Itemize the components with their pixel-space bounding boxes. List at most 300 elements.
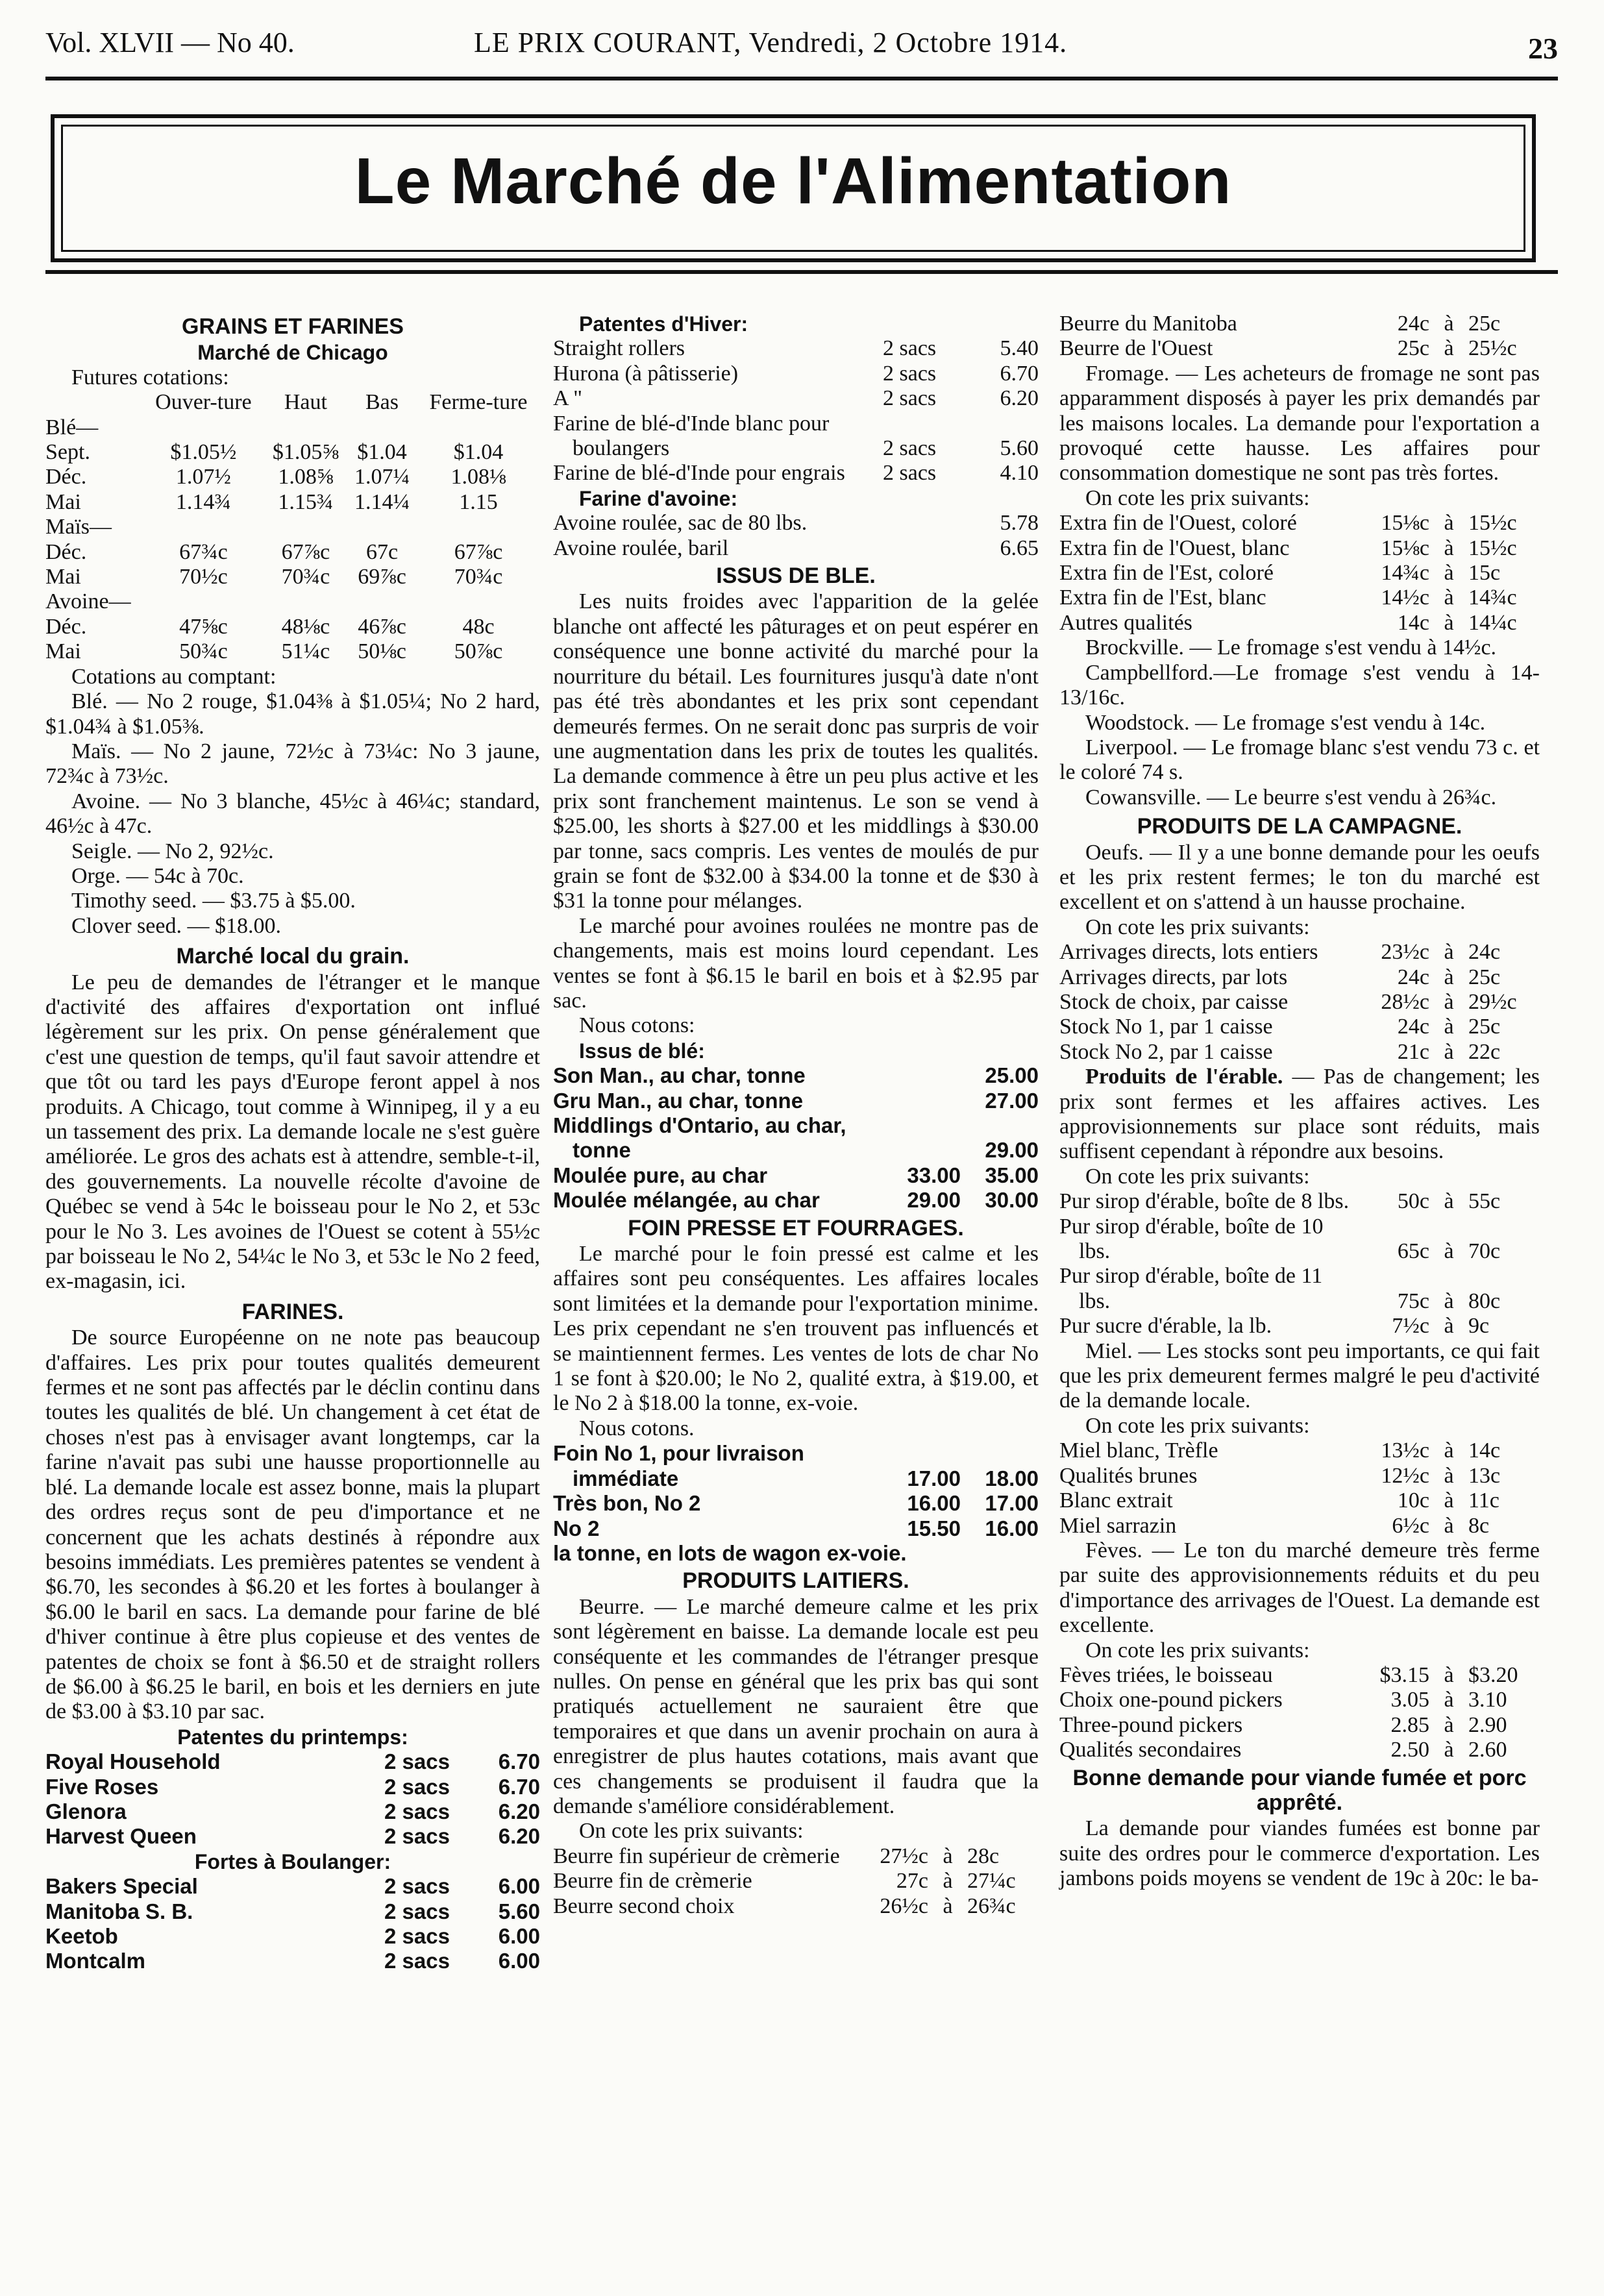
- beurre-price-list-cont: [1059, 312, 1540, 362]
- price-low: 7½c: [1392, 1314, 1429, 1339]
- price-sep: à: [1444, 1015, 1454, 1039]
- issus-heading: ISSUS DE BLE.: [716, 563, 876, 589]
- price-sep: à: [1444, 610, 1454, 635]
- nous-cotons-label-2: Nous cotons.: [579, 1416, 695, 1440]
- futures-fermeture: $1.04: [453, 440, 504, 465]
- price-row: [1059, 1314, 1540, 1339]
- price-row: [1059, 1464, 1540, 1488]
- price-label: Middlings d'Ontario, au char, tonne: [553, 1113, 846, 1163]
- feves-paragraph: Fèves. — Le ton du marché demeure très ferme par suite des approvisionnements réduits et du peu d'importance des arrivages de l'Ouest. La demande est excellente.: [1059, 1538, 1540, 1638]
- flour-price: 6.00: [498, 1874, 540, 1899]
- price-high: 70c: [1468, 1239, 1501, 1264]
- flour-name: Royal Household: [45, 1749, 221, 1774]
- price-label: Qualités secondaires: [1059, 1738, 1242, 1762]
- fromage-paragraph: Fromage. — Les acheteurs de fromage ne sont pas apparamment disposés à payer les prix demandés par les maisons locales. La demande pour l'exportation a provoqué cette hausse. Les affaires pour consommation domestique ne sont pas très fortes.: [1059, 361, 1540, 486]
- price-label: Pur sucre d'érable, la lb.: [1059, 1314, 1272, 1339]
- boulanger-heading: Fortes à Boulanger:: [194, 1849, 391, 1873]
- publication-line: LE PRIX COURANT, Vendredi, 2 Octobre 1914.: [474, 27, 1068, 58]
- market-note: Liverpool. — Le fromage blanc s'est vendu 73 c. et le coloré 74 s.: [1059, 735, 1540, 785]
- foin-heading: FOIN PRESSE ET FOURRAGES.: [628, 1215, 964, 1241]
- price-row: [1059, 312, 1540, 336]
- foin-paragraph: Le marché pour le foin pressé est calme et les affaires sont peu conséquentes. Les affaires locales sont limitées et la demande pour l'exportation minime. Les prix cependant ne s'en trouvent pas influencés et se maintiennent fermes. Les ventes de lots de char No 1 se font à $20.00; le No 2, qualité extra, à $19.00, et le No 2 à $18.00 la tonne, ex-voie.: [553, 1242, 1039, 1416]
- price-high: 15½c: [1468, 511, 1517, 536]
- suivants-label: On cote les prix suivants:: [1085, 486, 1310, 510]
- price-label: Three-pound pickers: [1059, 1712, 1243, 1737]
- price-low: 15⅛c: [1381, 511, 1429, 536]
- flour-price: 6.70: [498, 1749, 540, 1774]
- price-row: [1059, 990, 1540, 1015]
- page-number: 23: [1528, 32, 1558, 65]
- futures-haut: 67⅞c: [281, 539, 330, 564]
- futures-header: Ferme-ture: [429, 390, 528, 415]
- price-high: 26¾c: [967, 1894, 1016, 1918]
- price-high: 25c: [1468, 1015, 1501, 1039]
- price-row: [1059, 1015, 1540, 1039]
- price-sep: à: [1444, 1488, 1454, 1513]
- hiver-list: [553, 336, 1039, 486]
- price-high: 22c: [1468, 1039, 1501, 1064]
- avoine-list: [553, 511, 1039, 561]
- price-row: [553, 1441, 1039, 1491]
- flour-price: 6.70: [498, 1774, 540, 1799]
- price-low: 14¾c: [1381, 561, 1429, 586]
- comptant-line: Orge. — 54c à 70c.: [71, 863, 244, 888]
- flour-row: [45, 1749, 540, 1774]
- farines-paragraph: De source Européenne on ne note pas beaucoup d'affaires. Les prix pour toutes qualités demeurent fermes et ne sont pas affectés par le déclin continu dans toutes les qualités de blé. Un changement à cet état de choses n'est pas à envisager avant longtemps, car la farine n'avait pas subi une hausse proportionnelle au blé. La demande locale est assez bonne, mais la plupart des ordres reçus sont de peu d'importance et ne concernent que les achats destinés à répondre aux besoins immédiats. Les premières patentes se vendent à $6.70, les secondes à $6.20 et les fortes à boulanger à $6.00 le baril en sacs. La demande pour farine de blé d'hiver continue à être plus copieuse et des ventes de patentes de choix se font à $6.50 et de straight rollers de $6.00 à $6.25 le baril, en bois et les derniers en jute de $3.00 à $3.10 par sac.: [45, 1326, 540, 1724]
- price-row: [553, 1516, 1039, 1541]
- issus-paragraph-2: Le marché pour avoines roulées ne montre pas de changements, mais est moins lourd cependant. Les ventes se font à $6.15 le baril en bois et à $2.95 par sac.: [553, 913, 1039, 1013]
- price-label: No 2: [553, 1516, 600, 1540]
- viande-heading: Bonne demande pour viande fumée et porc apprêté.: [1072, 1765, 1527, 1815]
- futures-bas: 46⅞c: [358, 614, 406, 639]
- futures-month: Mai: [45, 639, 81, 664]
- price-low: $3.15: [1379, 1662, 1429, 1687]
- futures-ouverture: 50¾c: [179, 639, 228, 664]
- price-low: 28½c: [1381, 989, 1429, 1014]
- flour-qty: 2 sacs: [384, 1749, 450, 1774]
- miel-paragraph: Miel. — Les stocks sont peu importants, ce qui fait que les prix demeurent fermes malgré le peu d'activité de la demande locale.: [1059, 1339, 1540, 1413]
- nous-cotons-label: Nous cotons:: [579, 1013, 695, 1038]
- price-label: Pur sirop d'érable, boîte de 11 lbs.: [1059, 1264, 1323, 1313]
- price-low: 10c: [1397, 1488, 1429, 1513]
- price-low: 12½c: [1381, 1463, 1429, 1488]
- futures-row: [45, 490, 540, 515]
- hiver-name: Farine de blé-d'Inde pour engrais: [553, 461, 845, 486]
- flour-row: [45, 1899, 540, 1924]
- price-row: [553, 1163, 1039, 1188]
- hiver-price: 4.10: [1000, 461, 1039, 486]
- comptant-label: Cotations au comptant:: [71, 664, 277, 689]
- price-high: 25½c: [1468, 336, 1517, 361]
- flour-price: 5.60: [498, 1899, 540, 1923]
- price-label: Blanc extrait: [1059, 1488, 1173, 1513]
- flour-price: 6.00: [498, 1949, 540, 1973]
- price-high: 15½c: [1468, 536, 1517, 560]
- futures-fermeture: 1.15: [459, 489, 498, 514]
- price-sep: à: [1444, 336, 1454, 361]
- price-high: 30.00: [985, 1188, 1039, 1213]
- price-low: 24c: [1397, 965, 1429, 989]
- beurre-price-list: [553, 1844, 1039, 1919]
- price-label: Arrivages directs, lots entiers: [1059, 940, 1318, 965]
- farines-heading: FARINES.: [241, 1299, 344, 1324]
- price-high: 18.00: [985, 1466, 1039, 1490]
- price-row: [1059, 940, 1540, 965]
- price-label: Beurre de l'Ouest: [1059, 336, 1213, 361]
- price-high: 11c: [1468, 1488, 1499, 1513]
- price-row: [553, 1869, 1039, 1894]
- flour-qty: 2 sacs: [384, 1899, 450, 1923]
- futures-month: Mai: [45, 489, 81, 514]
- price-label: Foin No 1, pour livraison immédiate: [553, 1441, 804, 1490]
- price-sep: à: [1444, 1314, 1454, 1339]
- futures-fermeture: 48c: [462, 614, 495, 639]
- flour-name: Five Roses: [45, 1774, 159, 1799]
- price-high: 13c: [1468, 1463, 1501, 1488]
- market-note: Campbellford.—Le fromage s'est vendu à 14-13/16c.: [1059, 660, 1540, 710]
- flour-row: [45, 1949, 540, 1973]
- price-sep: à: [1444, 1738, 1454, 1762]
- price-label: Moulée pure, au char: [553, 1163, 768, 1187]
- futures-header: Haut: [284, 390, 327, 415]
- oeufs-price-list: [1059, 940, 1540, 1065]
- flour-row: [45, 1824, 540, 1849]
- price-high: 2.60: [1468, 1738, 1507, 1762]
- flour-name: Keetob: [45, 1924, 118, 1948]
- hiver-name: Straight rollers: [553, 336, 685, 361]
- price-high: 29½c: [1468, 989, 1517, 1014]
- boulanger-list: [45, 1874, 540, 1974]
- price-label: Extra fin de l'Ouest, blanc: [1059, 536, 1290, 560]
- price-label: Extra fin de l'Est, coloré: [1059, 561, 1274, 586]
- hiver-row: [553, 461, 1039, 486]
- price-row: [1059, 1264, 1540, 1314]
- volume-label: Vol. XLVII — No 40.: [45, 27, 295, 58]
- price-label: Beurre du Manitoba: [1059, 312, 1237, 336]
- futures-bas: 1.14¼: [354, 489, 410, 514]
- suivants-label: On cote les prix suivants:: [1085, 1413, 1310, 1438]
- price-sep: à: [1444, 1513, 1454, 1538]
- price-low: 14½c: [1381, 586, 1429, 610]
- issus-paragraph-1: Les nuits froides avec l'apparition de la gelée blanche ont affecté les pâturages et on peut espérer en conséquence une bonne activité du marché pour la nourriture du bétail. Les fournitures jusqu'à date n'ont pas été très abondantes et les prix sont cependant demeurés fermes. On ne serait donc pas surpris de voir une augmentation dans les prix de toutes les qualités. La demande commence à être un peu plus active et les prix sont franchement maintenus. Le son se vend à $25.00, les shorts à $27.00 et les middlings à $30.00 par tonne, sacs compris. Les ventes de moulés de pur grain se font de $32.00 à $34.00 la tonne et de $30 à $31 la tonne pour mélanges.: [553, 589, 1039, 913]
- price-high: 15c: [1468, 561, 1501, 586]
- price-label: Pur sirop d'érable, boîte de 10 lbs.: [1059, 1214, 1324, 1264]
- price-low: 33.00: [907, 1163, 961, 1187]
- banner-rule: [45, 270, 1558, 274]
- futures-row: [45, 639, 540, 664]
- flour-qty: 2 sacs: [384, 1874, 450, 1899]
- price-label: Stock de choix, par caisse: [1059, 989, 1289, 1014]
- price-row: [1059, 1438, 1540, 1463]
- price-high: 29.00: [985, 1138, 1039, 1163]
- futures-haut: 51¼c: [281, 639, 330, 664]
- price-row: [1059, 536, 1540, 561]
- local-notes: [1059, 636, 1540, 810]
- price-low: 50c: [1397, 1189, 1429, 1214]
- price-high: 55c: [1468, 1189, 1501, 1214]
- price-high: 24c: [1468, 940, 1501, 965]
- price-low: 16.00: [907, 1491, 961, 1516]
- futures-header: Bas: [365, 390, 399, 415]
- price-low: 75c: [1397, 1289, 1429, 1313]
- price-label: Autres qualités: [1059, 610, 1192, 635]
- price-high: 25.00: [985, 1063, 1039, 1088]
- flour-name: Glenora: [45, 1799, 127, 1823]
- flour-qty: 2 sacs: [384, 1824, 450, 1849]
- avoine-heading: Farine d'avoine:: [579, 486, 738, 510]
- flour-qty: 2 sacs: [384, 1949, 450, 1973]
- price-sep: à: [943, 1844, 953, 1868]
- price-label: Beurre fin supérieur de crèmerie: [553, 1844, 840, 1868]
- price-label: Qualités brunes: [1059, 1463, 1198, 1488]
- price-label: Stock No 1, par 1 caisse: [1059, 1015, 1273, 1039]
- flour-row: [45, 1799, 540, 1824]
- futures-header: Ouver-ture: [155, 390, 252, 415]
- hiver-qty: 2 sacs: [883, 361, 937, 386]
- banner-title: Le Marché de l'Alimentation: [354, 145, 1232, 217]
- futures-fermeture: 67⅞c: [454, 539, 503, 564]
- erable-paragraph: [1059, 1065, 1540, 1165]
- price-low: 2.50: [1390, 1738, 1429, 1762]
- flour-qty: 2 sacs: [384, 1924, 450, 1948]
- oeufs-paragraph: Oeufs. — Il y a une bonne demande pour les oeufs et les prix restent fermes; le ton du marché est excellent et on s'attend à un hausse prochaine.: [1059, 840, 1540, 915]
- price-sep: à: [1444, 1289, 1454, 1313]
- viande-paragraph: La demande pour viandes fumées est bonne par suite des ordres pour le commerce d'exportation. Les jambons poids moyens se vendent de 19c à 20c: le ba-: [1059, 1816, 1540, 1891]
- futures-month: Sept.: [45, 440, 90, 465]
- price-high: 27.00: [985, 1088, 1039, 1113]
- hiver-row: [553, 362, 1039, 386]
- comptant-line: Maïs. — No 2 jaune, 72½c à 73¼c: No 3 jaune, 72¾c à 73½c.: [45, 739, 540, 789]
- price-label: Extra fin de l'Est, blanc: [1059, 586, 1266, 610]
- price-low: 14c: [1397, 610, 1429, 635]
- price-low: 3.05: [1390, 1688, 1429, 1712]
- price-high: 14¾c: [1468, 586, 1517, 610]
- price-low: 13½c: [1381, 1438, 1429, 1463]
- hiver-qty: 2 sacs: [883, 461, 937, 486]
- futures-ouverture: 70½c: [179, 565, 228, 589]
- price-high: 2.90: [1468, 1712, 1507, 1737]
- miel-price-list: [1059, 1438, 1540, 1538]
- hiver-name: Farine de blé-d'Inde blanc pour boulangers: [553, 411, 830, 461]
- printemps-list: [45, 1749, 540, 1849]
- chicago-heading: Marché de Chicago: [197, 341, 388, 365]
- price-sep: à: [943, 1869, 953, 1894]
- price-row: [553, 1188, 1039, 1213]
- price-label: Son Man., au char, tonne: [553, 1063, 806, 1088]
- price-sep: à: [1444, 1712, 1454, 1737]
- price-row: [553, 1113, 1039, 1163]
- price-sep: à: [1444, 561, 1454, 586]
- hiver-row: [553, 336, 1039, 361]
- price-label: Très bon, No 2: [553, 1491, 701, 1516]
- avoine-name: Avoine roulée, sac de 80 lbs.: [553, 511, 808, 536]
- price-low: 24c: [1397, 1015, 1429, 1039]
- comptant-line: Seigle. — No 2, 92½c.: [71, 839, 274, 863]
- hiver-price: 5.40: [1000, 336, 1039, 361]
- price-label: Moulée mélangée, au char: [553, 1188, 820, 1213]
- flour-qty: 2 sacs: [384, 1774, 450, 1799]
- hiver-price: 6.20: [1000, 386, 1039, 411]
- price-label: Beurre fin de crèmerie: [553, 1869, 752, 1894]
- price-high: 16.00: [985, 1516, 1039, 1540]
- section-banner: [51, 114, 1536, 262]
- price-sep: à: [1444, 1039, 1454, 1064]
- futures-bas: 69⅞c: [358, 565, 406, 589]
- futures-haut: 70¾c: [281, 565, 330, 589]
- price-sep: à: [1444, 989, 1454, 1014]
- flour-name: Harvest Queen: [45, 1824, 197, 1849]
- hiver-name: Hurona (à pâtisserie): [553, 361, 739, 386]
- hiver-qty: 2 sacs: [883, 436, 937, 461]
- campagne-heading: PRODUITS DE LA CAMPAGNE.: [1137, 814, 1462, 839]
- price-label: Pur sirop d'érable, boîte de 8 lbs.: [1059, 1189, 1350, 1214]
- price-sep: à: [1444, 586, 1454, 610]
- comptant-list: [45, 689, 540, 939]
- flour-qty: 2 sacs: [384, 1799, 450, 1823]
- futures-bas: 67c: [365, 539, 399, 564]
- column-3: [1059, 312, 1540, 1892]
- feves-price-list: [1059, 1663, 1540, 1763]
- futures-ouverture: 1.14¾: [175, 489, 231, 514]
- column-1: [45, 312, 540, 1974]
- price-high: 35.00: [985, 1163, 1039, 1187]
- foin-note: la tonne, en lots de wagon ex-voie.: [553, 1540, 907, 1565]
- local-heading: Marché local du grain.: [176, 944, 410, 969]
- hiver-heading: Patentes d'Hiver:: [579, 312, 748, 336]
- hiver-name: A ": [553, 386, 583, 411]
- issus-price-list: [553, 1063, 1039, 1213]
- price-sep: à: [1444, 536, 1454, 560]
- hiver-qty: 2 sacs: [883, 386, 937, 411]
- price-high: 8c: [1468, 1513, 1490, 1538]
- futures-bas: 50⅛c: [358, 639, 406, 664]
- price-row: [1059, 1488, 1540, 1513]
- price-low: 21c: [1397, 1039, 1429, 1064]
- comptant-line: Blé. — No 2 rouge, $1.04⅜ à $1.05¼; No 2 hard, $1.04¾ à $1.05⅜.: [45, 689, 540, 739]
- flour-row: [45, 1924, 540, 1949]
- price-high: 14c: [1468, 1438, 1501, 1463]
- flour-row: [45, 1775, 540, 1799]
- price-row: [1059, 1040, 1540, 1065]
- price-low: 6½c: [1392, 1513, 1429, 1538]
- futures-haut: $1.05⅝: [272, 440, 339, 465]
- futures-ouverture: 47⅝c: [179, 614, 228, 639]
- price-high: 27¼c: [967, 1869, 1016, 1894]
- price-row: [1059, 1215, 1540, 1265]
- futures-row: [45, 615, 540, 639]
- price-row: [553, 1894, 1039, 1919]
- price-sep: à: [1444, 1688, 1454, 1712]
- price-label: Gru Man., au char, tonne: [553, 1088, 804, 1113]
- futures-ouverture: 67¾c: [179, 539, 228, 564]
- erable-text: — Pas de changement; les prix sont fermes et les affaires actives. Les approvisionnements sur place sont réduits, mais suffisent cependant à répondre aux besoins.: [1059, 1065, 1540, 1164]
- avoine-row: [553, 511, 1039, 536]
- flour-name: Bakers Special: [45, 1874, 198, 1899]
- local-paragraph: Le peu de demandes de l'étranger et le manque d'activité des affaires d'exportation ont influé légèrement sur les prix. On pense généralement que c'est une question de temps, qu'il faut savoir attendre et que tôt ou tard les pays d'Europe feront appel à nos produits. A Chicago, tout comme à Winnipeg, il y a eu un tassement des prix. La demande locale ne s'est guère améliorée. Le gros des achats est à attendre, semble-t-il, des gouvernements. La nouvelle récolte d'avoine de Québec se vend à 54c le boisseau pour le No 2, et 53c pour le No 3. Les avoines de l'Ouest se cotent à 55½c par boisseau le No 2, 54¼c le No 3, et 53c le No 2 feed, ex-magasin, ici.: [45, 970, 540, 1294]
- futures-group-label: Avoine—: [45, 589, 131, 614]
- price-sep: à: [1444, 965, 1454, 989]
- price-label: Fèves triées, le boisseau: [1059, 1662, 1273, 1687]
- hiver-row: [553, 412, 1039, 462]
- suivants-label: On cote les prix suivants:: [1085, 1638, 1310, 1662]
- price-row: [553, 1844, 1039, 1869]
- futures-month: Mai: [45, 565, 81, 589]
- price-high: 25c: [1468, 965, 1501, 989]
- price-low: 24c: [1397, 312, 1429, 336]
- futures-month: Déc.: [45, 614, 87, 639]
- hiver-price: 6.70: [1000, 361, 1039, 386]
- price-high: 14¼c: [1468, 610, 1517, 635]
- futures-month: Déc.: [45, 465, 87, 489]
- futures-ouverture: 1.07½: [175, 465, 231, 489]
- price-sep: à: [1444, 1438, 1454, 1463]
- price-label: Extra fin de l'Ouest, coloré: [1059, 511, 1297, 536]
- price-low: 29.00: [907, 1188, 961, 1213]
- futures-row: [45, 440, 540, 465]
- price-sep: à: [1444, 1189, 1454, 1214]
- futures-haut: 1.15¾: [278, 489, 334, 514]
- price-label: Beurre second choix: [553, 1894, 735, 1918]
- futures-month: Déc.: [45, 539, 87, 564]
- futures-bas: $1.04: [357, 440, 407, 465]
- avoine-row: [553, 536, 1039, 561]
- price-row: [1059, 1663, 1540, 1688]
- price-low: 27½c: [880, 1844, 928, 1868]
- price-high: 17.00: [985, 1491, 1039, 1516]
- market-note: Brockville. — Le fromage s'est vendu à 14½c.: [1085, 636, 1497, 660]
- futures-ouverture: $1.05½: [170, 440, 237, 465]
- market-note: Cowansville. — Le beurre s'est vendu à 26¾c.: [1085, 785, 1497, 809]
- price-row: [553, 1491, 1039, 1516]
- header-rule: [45, 77, 1558, 80]
- price-sep: à: [943, 1894, 953, 1918]
- laitiers-paragraph: Beurre. — Le marché demeure calme et les prix sont légèrement en baisse. La demande locale est peu conséquente et les commandes de l'étranger presque nulles. On pense en général que les prix bas qui sont pratiqués actuellement ne sauraient être que temporaires et que dans un avenir prochain on aura à enregistrer de plus hautes cotations, mais avant que ces changements se produisent il faudra que la demande s'améliore considérablement.: [553, 1594, 1039, 1818]
- futures-fermeture: 70¾c: [454, 565, 503, 589]
- price-label: Miel sarrazin: [1059, 1513, 1177, 1538]
- avoine-name: Avoine roulée, baril: [553, 536, 729, 560]
- futures-bas: 1.07¼: [354, 465, 410, 489]
- price-high: 9c: [1468, 1314, 1490, 1339]
- price-low: 2.85: [1390, 1712, 1429, 1737]
- price-sep: à: [1444, 1239, 1454, 1264]
- price-row: [553, 1063, 1039, 1088]
- flour-name: Montcalm: [45, 1949, 146, 1973]
- futures-haut: 1.08⅝: [278, 465, 334, 489]
- price-low: 65c: [1397, 1239, 1429, 1264]
- price-low: 17.00: [907, 1466, 961, 1490]
- price-low: 26½c: [880, 1894, 928, 1918]
- price-high: 3.10: [1468, 1688, 1507, 1712]
- price-row: [1059, 511, 1540, 536]
- suivants-label: On cote les prix suivants:: [579, 1819, 804, 1844]
- futures-row: [45, 465, 540, 489]
- futures-label: Futures cotations:: [71, 365, 229, 389]
- suivants-label: On cote les prix suivants:: [1085, 915, 1310, 939]
- price-low: 23½c: [1381, 940, 1429, 965]
- erable-price-list: [1059, 1189, 1540, 1339]
- futures-group-label: Blé—: [45, 415, 99, 439]
- flour-price: 6.20: [498, 1824, 540, 1849]
- price-high: 28c: [967, 1844, 1000, 1868]
- futures-row: [45, 565, 540, 589]
- suivants-label: On cote les prix suivants:: [1085, 1164, 1310, 1189]
- price-low: 15⅛c: [1381, 536, 1429, 560]
- issus-subheading: Issus de blé:: [579, 1039, 705, 1063]
- erable-lead: Produits de l'érable.: [1085, 1065, 1283, 1089]
- grains-heading: GRAINS ET FARINES: [182, 314, 404, 339]
- futures-group-label: Maïs—: [45, 515, 112, 539]
- price-label: Miel blanc, Trèfle: [1059, 1438, 1218, 1463]
